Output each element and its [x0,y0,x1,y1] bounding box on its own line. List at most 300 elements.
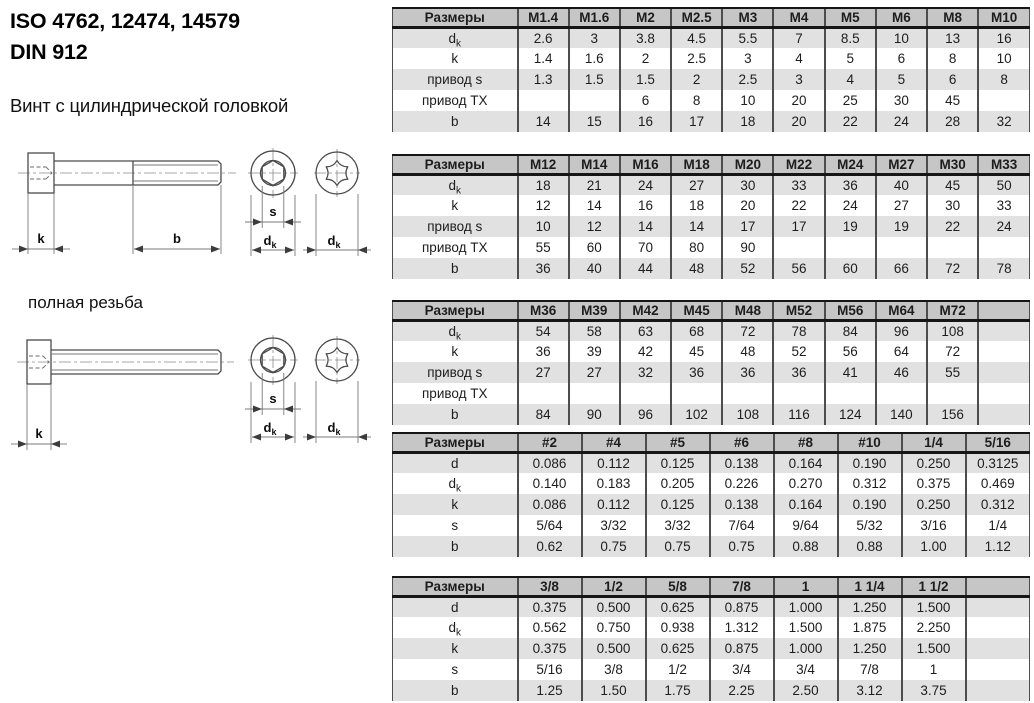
table-cell: 40 [569,258,620,279]
table-cell: 0.164 [774,494,838,515]
table-cell: 22 [773,195,824,216]
table-cell: 140 [876,404,927,425]
table-cell [825,237,876,258]
table-row [393,258,1030,279]
table-cell [825,383,876,404]
dim-label-s: s [269,391,277,406]
table-header-row [393,155,1030,174]
table-cell: 22 [825,111,876,132]
table-cell: 32 [978,111,1029,132]
table-cell [978,383,1029,404]
table-col-header: M6 [876,8,927,27]
table-cell: 27 [569,362,620,383]
table-cell: 52 [722,258,773,279]
drawing-partial-thread-screw [0,138,390,288]
table-cell: 56 [825,341,876,362]
table-cell: 3/16 [902,515,966,536]
table-cell: 20 [722,195,773,216]
table-col-header: 5/16 [966,433,1030,452]
table-cell: 70 [620,237,671,258]
end-view-torx-socket [303,149,371,256]
table-cell: 68 [671,320,722,341]
table-cell [978,320,1029,341]
table-col-header: M12 [518,155,569,174]
table-cell [620,383,671,404]
table-cell: 3/4 [774,659,838,680]
table-row [393,174,1030,195]
table-corner-header: Размеры [393,433,518,452]
table-cell: 30 [876,90,927,111]
table-cell: 1.6 [569,48,620,69]
table-cell: 4 [773,48,824,69]
row-label: k [393,638,518,659]
table-cell: 1.50 [582,680,646,701]
table-cell: 45 [927,90,978,111]
row-label: привод TX [393,383,518,404]
table-cell: 102 [671,404,722,425]
table-cell: 12 [518,195,569,216]
table-col-header [966,577,1030,596]
table-cell: 33 [773,174,824,195]
table-cell: 156 [927,404,978,425]
table-row [393,69,1030,90]
table-cell: 1.500 [902,596,966,617]
table-cell: 14 [671,216,722,237]
table-cell: 1.3 [518,69,569,90]
table-col-header: 7/8 [710,577,774,596]
table-cell [518,90,569,111]
table-row [393,237,1030,258]
table-col-header: #4 [582,433,646,452]
table-cell: 0.312 [966,494,1030,515]
table-cell: 2.5 [722,69,773,90]
table-cell: 108 [722,404,773,425]
table-cell: 1.5 [569,69,620,90]
table-col-header: M5 [825,8,876,27]
table-cell: 50 [978,174,1029,195]
table-header-row [393,433,1030,452]
table-cell: 0.75 [582,536,646,557]
table-cell: 8 [978,69,1029,90]
table-col-header: #6 [710,433,774,452]
table-row [393,473,1030,494]
table-col-header: 5/8 [646,577,710,596]
table-cell: 6 [927,69,978,90]
imperial-table-fractional-sizes [392,576,1030,701]
dim-label-s: s [269,204,277,219]
table-cell: 2.250 [902,617,966,638]
table-cell: 18 [671,195,722,216]
table-cell: 66 [876,258,927,279]
left-panel [0,0,392,703]
table-cell: 0.375 [518,596,582,617]
table-col-header: M27 [876,155,927,174]
table-cell: 22 [927,216,978,237]
table-cell [876,383,927,404]
table-cell: 84 [518,404,569,425]
table-cell: 55 [927,362,978,383]
table-header-row [393,8,1030,27]
table-cell: 0.88 [774,536,838,557]
table-cell [569,383,620,404]
table-cell: 32 [620,362,671,383]
table-cell: 36 [518,341,569,362]
table-cell: 14 [518,111,569,132]
tables-panel [392,0,1030,701]
table-cell: 0.469 [966,473,1030,494]
table-cell: 60 [825,258,876,279]
table-cell: 0.375 [902,473,966,494]
table-cell [876,237,927,258]
table-cell: 1/4 [966,515,1030,536]
table-cell: 5.5 [722,27,773,48]
end-view-hex-socket [245,335,301,443]
table-row [393,617,1030,638]
table-cell: 3/32 [582,515,646,536]
table-cell: 18 [518,174,569,195]
table-cell: 24 [620,174,671,195]
table-col-header: M30 [927,155,978,174]
table-cell: 124 [825,404,876,425]
row-label: s [393,659,518,680]
table-cell: 5/16 [518,659,582,680]
table-col-header: 1/4 [902,433,966,452]
table-cell: 17 [671,111,722,132]
table-col-header: 1 1/2 [902,577,966,596]
table-row [393,216,1030,237]
table-cell: 3/8 [582,659,646,680]
row-label: $d_k$ [393,617,518,638]
end-view-torx-socket [303,336,371,443]
table-cell: 1.000 [774,596,838,617]
table-cell: 90 [569,404,620,425]
table-cell: 0.562 [518,617,582,638]
row-label: b [393,111,518,132]
table-cell: 17 [722,216,773,237]
table-cell [773,237,824,258]
table-cell: 16 [620,111,671,132]
table-cell: 1.12 [966,536,1030,557]
table-cell: 0.625 [646,596,710,617]
table-cell: 0.138 [710,452,774,473]
table-cell: 84 [825,320,876,341]
table-cell: 28 [927,111,978,132]
table-cell: 0.112 [582,494,646,515]
table-col-header: M48 [722,301,773,320]
table-cell: 0.250 [902,452,966,473]
table-cell: 108 [927,320,978,341]
table-col-header: M45 [671,301,722,320]
table-cell: 1/2 [646,659,710,680]
table-cell: 0.3125 [966,452,1030,473]
table-cell: 54 [518,320,569,341]
table-cell: 24 [825,195,876,216]
row-label: d [393,452,518,473]
table-cell: 0.205 [646,473,710,494]
table-cell: 2.6 [518,27,569,48]
table-cell [978,90,1029,111]
dim-label-dk: $d_k$ [327,233,341,250]
table-row [393,452,1030,473]
table-corner-header: Размеры [393,301,518,320]
table-cell: 48 [671,258,722,279]
table-cell: 1.5 [620,69,671,90]
table-col-header: #5 [646,433,710,452]
table-cell: 1.875 [838,617,902,638]
table-cell: 78 [773,320,824,341]
table-cell: 9/64 [774,515,838,536]
dim-label-dk: $d_k$ [263,420,277,437]
table-row [393,596,1030,617]
table-row [393,362,1030,383]
table-corner-header: Размеры [393,155,518,174]
table-cell: 1.00 [902,536,966,557]
table-col-header: M52 [773,301,824,320]
table-cell: 0.875 [710,596,774,617]
table-cell: 36 [518,258,569,279]
table-cell: 116 [773,404,824,425]
table-cell: 42 [620,341,671,362]
table-cell: 63 [620,320,671,341]
table-col-header: M42 [620,301,671,320]
table-col-header: M33 [978,155,1029,174]
table-col-header: M3 [722,8,773,27]
table-col-header: M64 [876,301,927,320]
table-cell [927,237,978,258]
table-cell: 7/8 [838,659,902,680]
table-col-header: M2.5 [671,8,722,27]
table-cell [966,659,1030,680]
row-label: s [393,515,518,536]
metric-table-m36-m72 [392,300,1030,425]
title-din-standard: DIN 912 [10,40,88,64]
table-cell: 96 [876,320,927,341]
table-cell: 4 [825,69,876,90]
table-cell: 0.75 [646,536,710,557]
page-title [0,0,392,68]
dim-label-k: k [35,426,43,441]
table-cell: 52 [773,341,824,362]
table-cell: 0.190 [838,452,902,473]
table-cell: 72 [927,341,978,362]
table-cell: 0.164 [774,452,838,473]
table-cell: 2.50 [774,680,838,701]
row-label: b [393,404,518,425]
table-cell: 0.75 [710,536,774,557]
table-cell: 56 [773,258,824,279]
table-cell: 72 [722,320,773,341]
table-cell: 0.875 [710,638,774,659]
table-col-header: M1.6 [569,8,620,27]
table-cell: 19 [825,216,876,237]
table-cell: 46 [876,362,927,383]
table-col-header: M24 [825,155,876,174]
table-cell: 44 [620,258,671,279]
table-cell: 40 [876,174,927,195]
dim-label-k: k [37,231,45,246]
side-view-full-thread [11,340,234,450]
table-cell: 19 [876,216,927,237]
table-cell: 0.938 [646,617,710,638]
table-cell: 3/32 [646,515,710,536]
table-col-header: M72 [927,301,978,320]
table-cell: 15 [569,111,620,132]
table-cell: 30 [927,195,978,216]
table-header-row [393,301,1030,320]
table-corner-header: Размеры [393,577,518,596]
table-cell: 1.250 [838,596,902,617]
table-cell: 3 [773,69,824,90]
table-col-header: 1 1/4 [838,577,902,596]
table-cell: 0.375 [518,638,582,659]
table-col-header: M39 [569,301,620,320]
table-col-header: M10 [978,8,1029,27]
table-col-header: M36 [518,301,569,320]
table-cell: 10 [876,27,927,48]
table-col-header: 3/8 [518,577,582,596]
table-cell: 1.250 [838,638,902,659]
table-cell: 58 [569,320,620,341]
row-label: $d_k$ [393,320,518,341]
row-label: b [393,680,518,701]
table-cell: 5/64 [518,515,582,536]
table-row [393,383,1030,404]
table-cell: 3 [722,48,773,69]
table-cell: 45 [671,341,722,362]
table-cell: 48 [722,341,773,362]
table-row [393,320,1030,341]
table-cell: 0.625 [646,638,710,659]
table-row [393,515,1030,536]
table-col-header: M20 [722,155,773,174]
table-cell: 41 [825,362,876,383]
end-view-hex-socket [245,148,301,256]
table-cell: 96 [620,404,671,425]
table-cell: 5 [876,69,927,90]
table-cell [927,383,978,404]
row-label: d [393,596,518,617]
row-label: k [393,48,518,69]
table-cell: 0.88 [838,536,902,557]
table-cell: 4.5 [671,27,722,48]
dim-label-dk: $d_k$ [263,233,277,250]
table-cell: 16 [620,195,671,216]
row-label: k [393,341,518,362]
table-cell: 3.8 [620,27,671,48]
row-label: привод s [393,362,518,383]
table-cell: 5 [825,48,876,69]
table-cell: 14 [620,216,671,237]
table-cell: 7 [773,27,824,48]
side-view-partial-thread [12,153,236,254]
table-cell: 13 [927,27,978,48]
table-cell: 27 [671,174,722,195]
title-iso-standards: ISO 4762, 12474, 14579 [10,9,240,33]
table-cell: 10 [978,48,1029,69]
table-cell: 10 [722,90,773,111]
table-cell: 1.4 [518,48,569,69]
table-cell: 27 [876,195,927,216]
table-cell: 24 [876,111,927,132]
table-cell: 2 [620,48,671,69]
drawing-full-thread-screw [0,318,390,468]
metric-table-m1_4-m10 [392,7,1030,132]
table-cell: 0.112 [582,452,646,473]
table-cell [978,404,1029,425]
full-thread-label: полная резьба [28,293,143,312]
table-col-header: 1 [774,577,838,596]
table-cell: 27 [518,362,569,383]
table-cell: 1.25 [518,680,582,701]
table-col-header: M8 [927,8,978,27]
table-row [393,341,1030,362]
table-col-header: M18 [671,155,722,174]
row-label: k [393,195,518,216]
table-cell [722,383,773,404]
table-cell: 36 [722,362,773,383]
table-cell: 3 [569,27,620,48]
table-cell: 0.250 [902,494,966,515]
table-row [393,48,1030,69]
table-cell: 78 [978,258,1029,279]
table-cell: 3.12 [838,680,902,701]
table-cell: 0.190 [838,494,902,515]
table-cell: 8 [927,48,978,69]
table-cell: 1.000 [774,638,838,659]
table-cell [978,341,1029,362]
table-cell: 55 [518,237,569,258]
table-cell: 0.183 [582,473,646,494]
table-row [393,638,1030,659]
row-label: k [393,494,518,515]
table-cell: 1 [902,659,966,680]
table-cell [966,617,1030,638]
table-row [393,494,1030,515]
table-cell: 0.750 [582,617,646,638]
row-label: привод TX [393,237,518,258]
row-label: $d_k$ [393,473,518,494]
table-cell: 14 [569,195,620,216]
table-cell: 0.086 [518,494,582,515]
table-cell: 1.312 [710,617,774,638]
table-col-header: M1.4 [518,8,569,27]
dim-label-dk: $d_k$ [327,420,341,437]
table-cell: 0.62 [518,536,582,557]
table-col-header: M16 [620,155,671,174]
table-row [393,27,1030,48]
table-cell: 1.75 [646,680,710,701]
table-cell [569,90,620,111]
table-cell: 6 [620,90,671,111]
table-cell: 36 [671,362,722,383]
table-cell: 21 [569,174,620,195]
row-label: b [393,536,518,557]
table-cell: 3/4 [710,659,774,680]
table-cell [518,383,569,404]
table-header-row [393,577,1030,596]
table-cell: 1.500 [774,617,838,638]
table-corner-header: Размеры [393,8,518,27]
table-row [393,659,1030,680]
metric-table-m12-m33 [392,154,1030,279]
table-cell: 0.140 [518,473,582,494]
table-cell: 0.138 [710,494,774,515]
table-cell: 0.312 [838,473,902,494]
subtitle-screw-type: Винт с цилиндрической головкой [10,95,289,116]
table-cell: 90 [722,237,773,258]
table-col-header [978,301,1029,320]
row-label: b [393,258,518,279]
